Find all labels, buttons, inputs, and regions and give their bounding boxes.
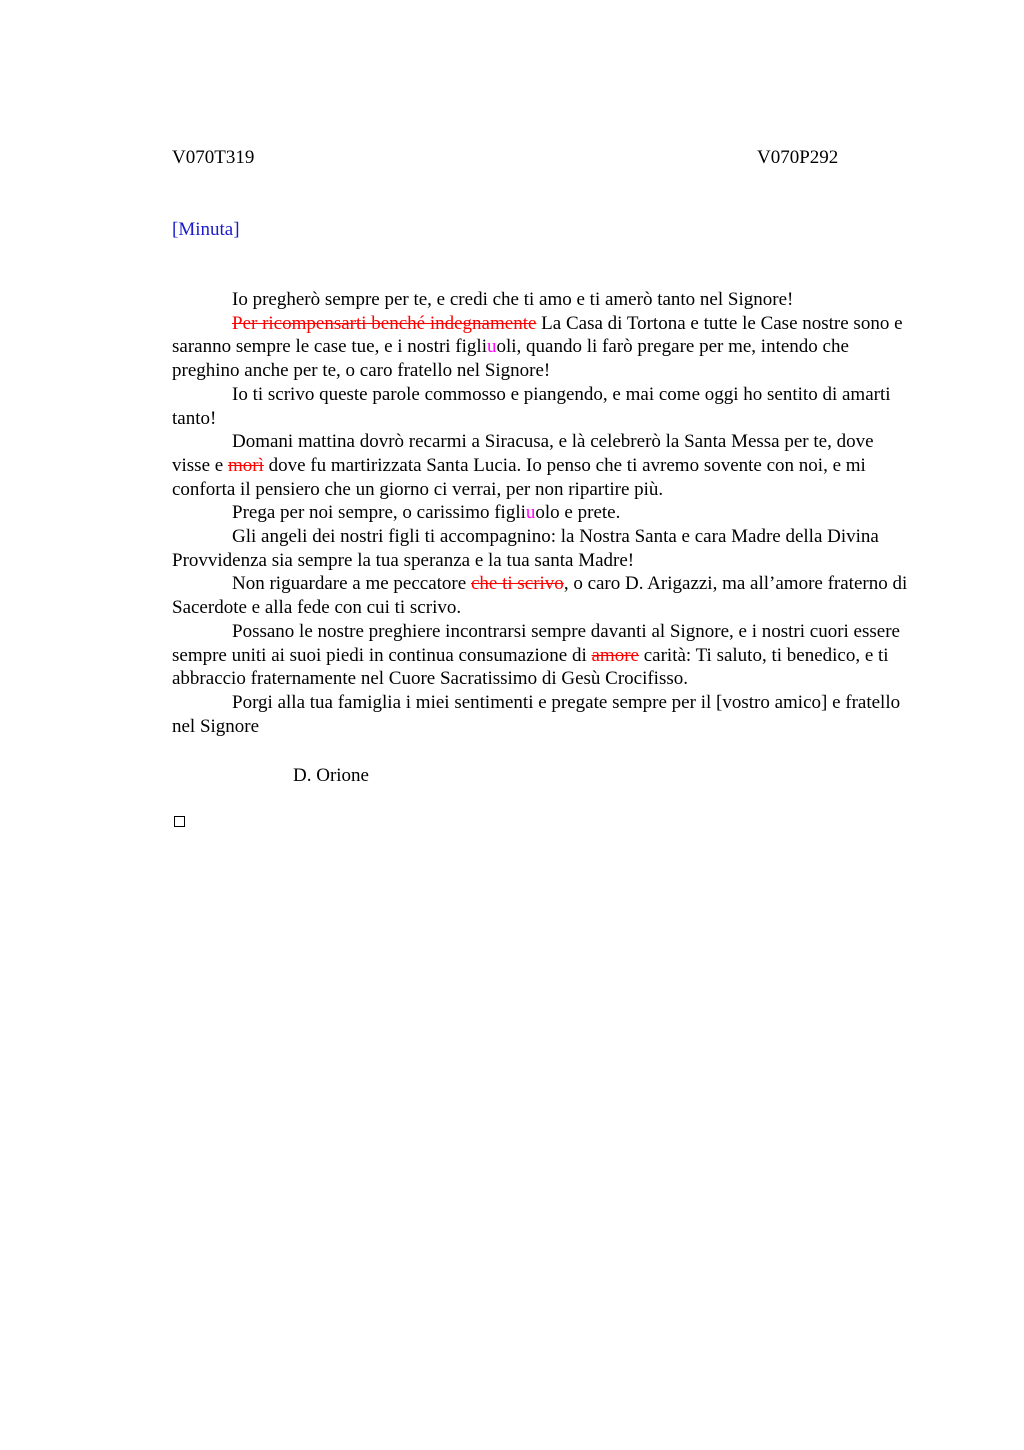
inserted-text: u [525,502,536,524]
paragraph-text: Io ti scrivo queste parole commosso e piangendo, e mai come oggi ho sentito di amarti tanto! [172,383,891,429]
paragraph-text: Possano le nostre preghiere incontrarsi sempre davanti al Signore, e i nostri cuori essere sempre uniti ai suoi piedi in continua consumazione di [172,620,900,666]
letter-paragraph [172,383,912,430]
paragraph-text: Domani mattina dovrò recarmi a Siracusa, e là celebrerò la Santa Messa per te, dove visse e [172,431,874,476]
paragraph-text: carità: Ti saluto, ti benedico, e ti abbraccio fraternamente nel Cuore Sacratissimo di Gesù Crocifisso. [172,644,889,690]
paragraph-text: Non riguardare a me peccatore [232,573,471,595]
deleted-text: che ti scrivo [470,573,564,595]
letter-paragraph [172,312,912,383]
document-code-left: V070T319 [172,147,255,168]
paragraph-text: Porgi alla tua famiglia i miei sentimenti e pregate sempre per il [vostro amico] e fratello nel Signore [172,691,901,737]
paragraph-text: , o caro D. Arigazzi, ma all’amore fraterno di Sacerdote e alla fede con cui ti scrivo. [172,573,908,619]
letter-paragraph [172,572,912,619]
paragraph-text: Prega per noi sempre, o carissimo figli [232,502,526,524]
paragraph-text: La Casa di Tortona e tutte le Case nostre sono e saranno sempre le case tue, e i nostri figli [172,312,903,358]
document-code-right: V070P292 [757,147,839,168]
letter-paragraph [172,525,912,572]
letter-paragraph [172,691,912,738]
letter-paragraph [172,620,912,691]
paragraph-text: Gli angeli dei nostri figli ti accompagnino: la Nostra Santa e cara Madre della Divina Provvidenza sia sempre la tua speranza e la tua santa Madre! [172,526,879,571]
empty-square-icon [174,816,185,827]
letter-paragraph [172,501,912,525]
signature: D. Orione [293,765,369,786]
paragraph-text: dove fu martirizzata Santa Lucia. Io penso che ti avremo sovente con noi, e mi conforta il pensiero che un giorno ci verrai, per non ripartire più. [172,454,866,500]
paragraph-text: olo e prete. [535,502,621,524]
deleted-text: amore [591,644,639,666]
draft-label: [Minuta] [172,219,240,240]
letter-paragraph [172,430,912,501]
inserted-text: u [486,336,497,358]
letter-paragraph [172,288,912,312]
letter-body [172,288,912,738]
deleted-text: Per ricompensarti benché indegnamente [232,312,537,334]
paragraph-text: Io pregherò sempre per te, e credi che ti amo e ti amerò tanto nel Signore! [232,289,794,310]
deleted-text: morì [227,454,264,476]
paragraph-text: oli, quando li farò pregare per me, intendo che preghino anche per te, o caro fratello nel Signore! [172,336,849,382]
